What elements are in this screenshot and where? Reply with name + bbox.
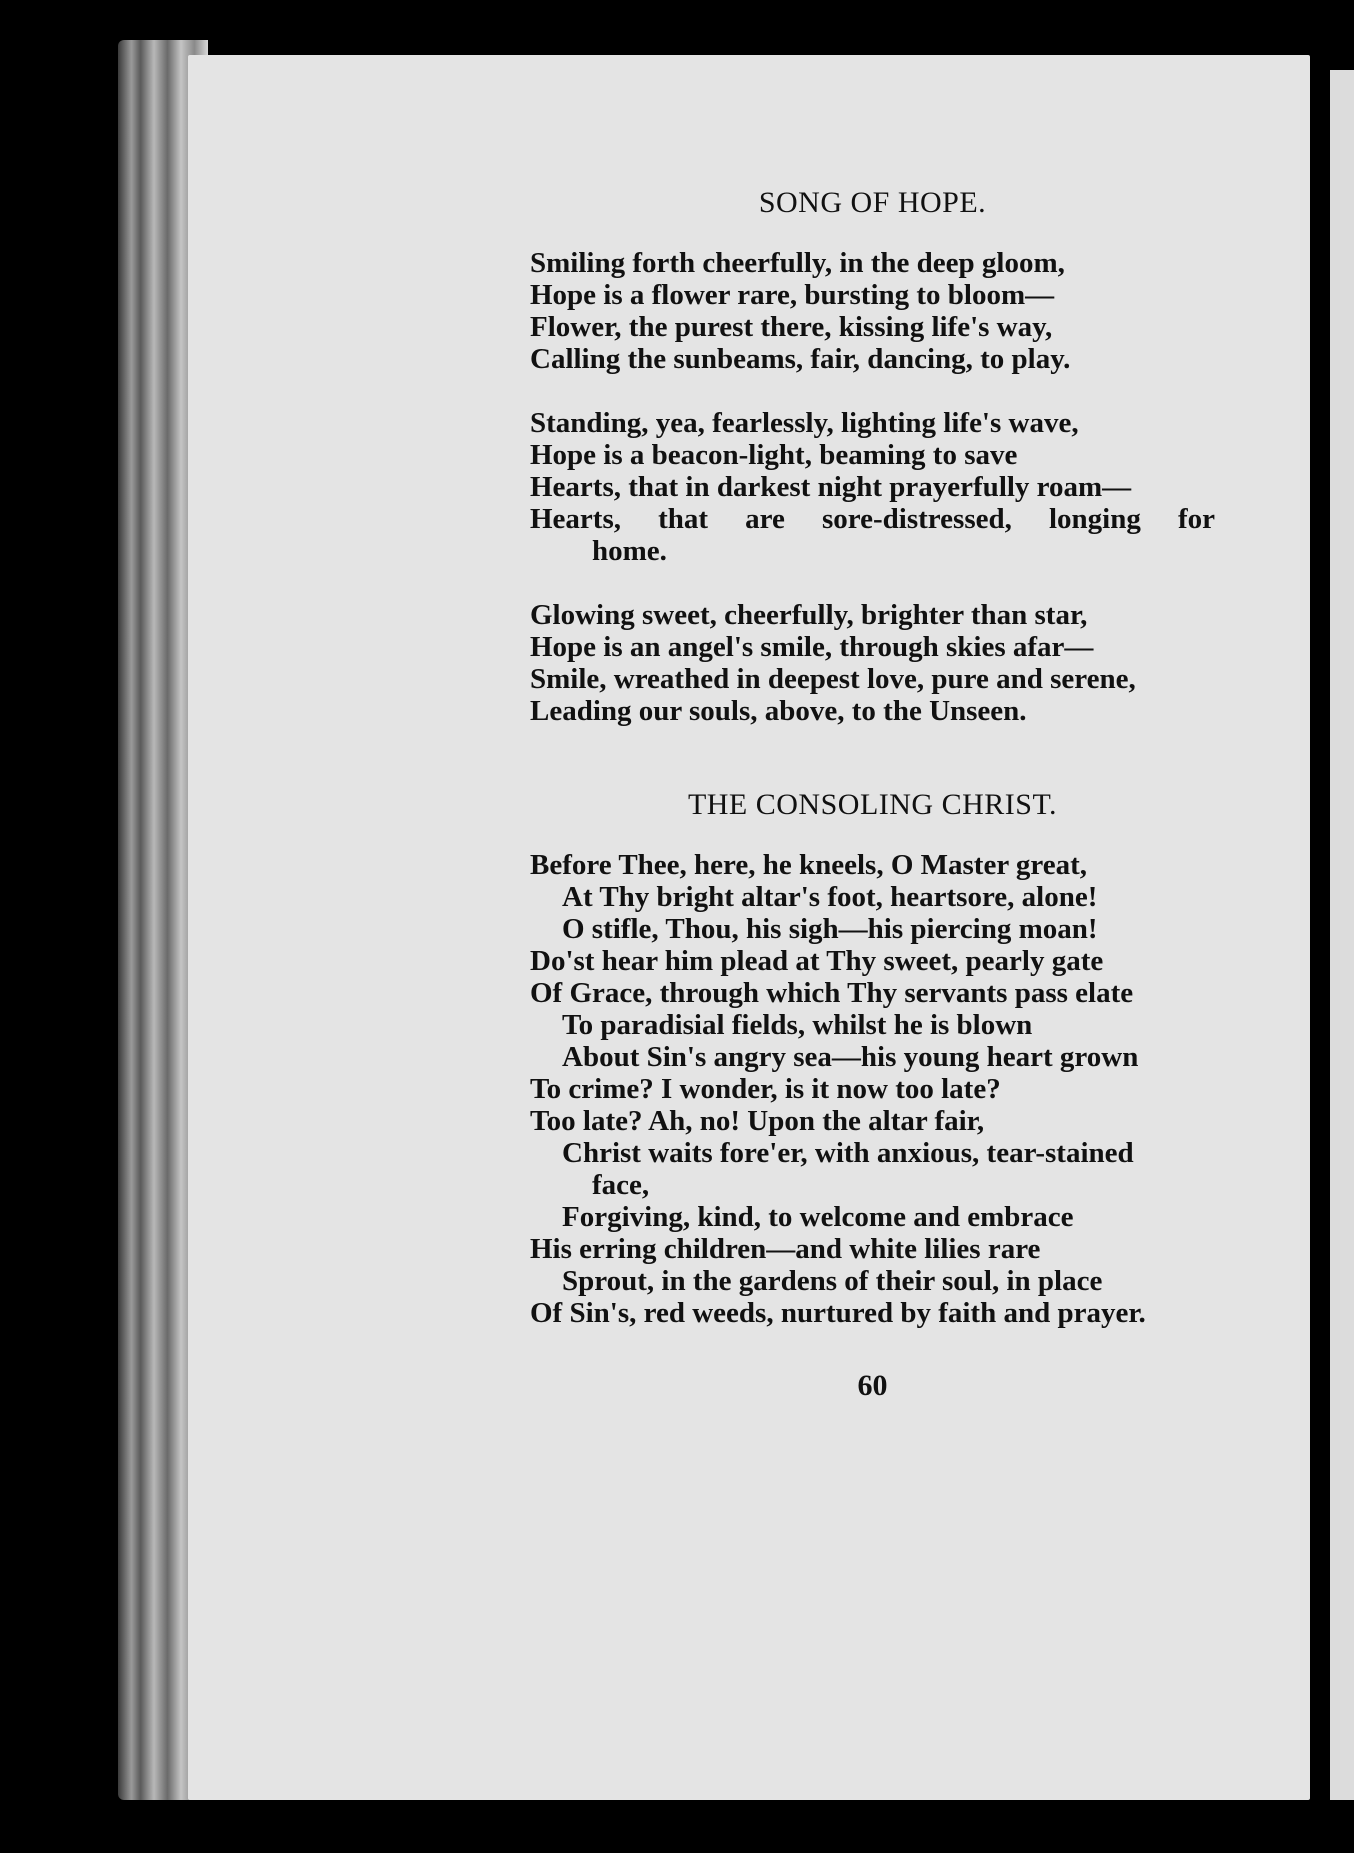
stanza [530,407,1215,567]
verse-line: Leading our souls, above, to the Unseen. [530,695,1027,727]
poem-title: THE CONSOLING CHRIST. [687,788,1058,821]
verse-line: Glowing sweet, cheerfully, brighter than star, [530,599,1088,631]
poem-title: SONG OF HOPE. [758,186,987,219]
verse-line: Forgiving, kind, to welcome and embrace [562,1201,1074,1233]
stanza [530,247,1215,375]
verse-line: Too late? Ah, no! Upon the altar fair, [530,1105,985,1137]
verse-line: Hearts, that are sore-distressed, longing for [530,503,1215,535]
verse-line: Christ waits fore'er, with anxious, tear-stained [562,1137,1134,1169]
verse-line: Do'st hear him plead at Thy sweet, pearly gate [530,945,1104,977]
stanza [530,599,1215,727]
verse-line: To paradisial fields, whilst he is blown [562,1009,1033,1041]
verse-line: Smile, wreathed in deepest love, pure and serene, [530,663,1136,695]
verse-line: Of Grace, through which Thy servants pass elate [530,977,1134,1009]
verse-line-continuation: face, [592,1169,650,1201]
verse-line: Smiling forth cheerfully, in the deep gloom, [530,247,1065,279]
verse-line: Hope is a flower rare, bursting to bloom— [530,279,1055,311]
verse-line: Hearts, that in darkest night prayerfully roam— [530,471,1132,503]
verse-line: His erring children—and white lilies rare [530,1233,1041,1265]
verse-line: Of Sin's, red weeds, nurtured by faith and prayer. [530,1297,1146,1329]
verse-line: Before Thee, here, he kneels, O Master great, [530,849,1088,881]
verse-line-continuation: home. [592,535,667,567]
verse-line: At Thy bright altar's foot, heartsore, alone! [562,881,1098,913]
verse-line: Standing, yea, fearlessly, lighting life's wave, [530,407,1079,439]
verse-line: Sprout, in the gardens of their soul, in place [562,1265,1103,1297]
facing-page-edge [1330,70,1354,1800]
verse-line: O stifle, Thou, his sigh—his piercing moan! [562,913,1098,945]
verse-line: Flower, the purest there, kissing life's way, [530,311,1053,343]
verse-line: Calling the sunbeams, fair, dancing, to play. [530,343,1071,375]
page-number: 60 [857,1369,888,1402]
verse-line: About Sin's angry sea—his young heart grown [562,1041,1139,1073]
sonnet [530,849,1215,1329]
verse-line: Hope is a beacon-light, beaming to save [530,439,1018,471]
page-text [530,185,1215,1403]
verse-line: To crime? I wonder, is it now too late? [530,1073,1001,1105]
verse-line: Hope is an angel's smile, through skies afar— [530,631,1094,663]
